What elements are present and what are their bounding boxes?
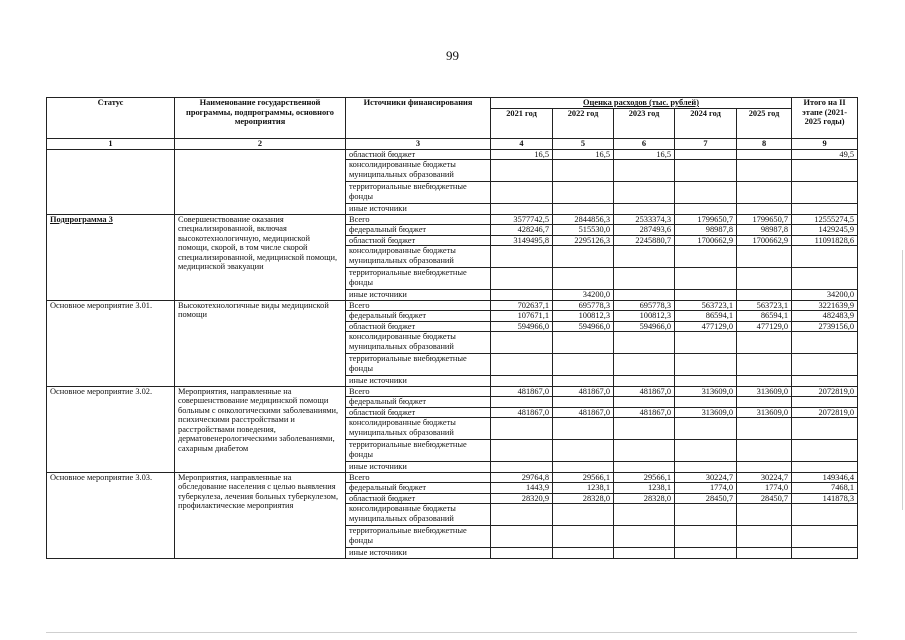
year-value [675,268,737,290]
column-number: 4 [491,138,553,149]
year-value: 16,5 [553,149,614,160]
year-value [491,440,553,462]
total-value [792,204,858,215]
total-value: 149346,4 [792,472,858,483]
funding-source: территориальные внебюджетные фонды [346,268,491,290]
column-number: 5 [553,138,614,149]
year-value: 3149495,8 [491,235,553,246]
total-value: 1429245,9 [792,225,858,236]
row-name: Мероприятия, направленные на обследование населения с целью выявления туберкулеза, лечения больных туберкулезом, профилактические мероприятия [175,472,346,558]
column-number: 6 [614,138,675,149]
table-row [47,386,858,397]
header-status: Статус [47,98,175,139]
row-status [47,149,175,214]
year-value: 594966,0 [614,321,675,332]
year-value: 98987,8 [675,225,737,236]
year-value [737,332,792,354]
funding-source: иные источники [346,376,491,387]
total-value: 2072819,0 [792,386,858,397]
total-value [792,526,858,548]
year-value [675,440,737,462]
year-value [553,246,614,268]
year-value: 695778,3 [553,300,614,311]
year-value [737,376,792,387]
header-year-2022: 2022 год [553,108,614,138]
total-value: 3221639,9 [792,300,858,311]
header-year-2023: 2023 год [614,108,675,138]
year-value: 2844856,3 [553,214,614,225]
total-value [792,504,858,526]
page-number: 99 [446,48,459,63]
year-value [491,204,553,215]
year-value [614,246,675,268]
funding-source: консолидированные бюджеты муниципальных образований [346,332,491,354]
year-value [737,246,792,268]
year-value: 563723,1 [737,300,792,311]
year-value: 34200,0 [553,290,614,301]
year-value: 1238,1 [553,483,614,494]
year-value [675,397,737,408]
total-value: 34200,0 [792,290,858,301]
year-value [614,268,675,290]
year-value: 28450,7 [675,493,737,504]
row-status: Подпрограмма 3 [47,214,175,300]
year-value [675,504,737,526]
year-value: 107671,1 [491,311,553,322]
year-value [491,504,553,526]
year-value [614,376,675,387]
year-value [491,290,553,301]
year-value [553,204,614,215]
year-value: 313609,0 [675,386,737,397]
row-name [175,149,346,214]
year-value: 287493,6 [614,225,675,236]
year-value: 1799650,7 [675,214,737,225]
year-value [737,440,792,462]
year-value: 594966,0 [553,321,614,332]
year-value: 313609,0 [737,407,792,418]
year-value: 1238,1 [614,483,675,494]
table-row [47,214,858,225]
year-value [491,548,553,559]
year-value: 16,5 [614,149,675,160]
year-value [675,376,737,387]
header-total: Итого на II этапе (2021-2025 годы) [792,98,858,139]
year-value [614,182,675,204]
year-value [737,149,792,160]
year-value [675,418,737,440]
funding-source: федеральный бюджет [346,483,491,494]
year-value [553,462,614,473]
funding-source: областной бюджет [346,493,491,504]
total-value [792,462,858,473]
year-value: 28328,0 [614,493,675,504]
year-value [614,418,675,440]
year-value [614,462,675,473]
funding-source: консолидированные бюджеты муниципальных образований [346,160,491,182]
year-value [737,418,792,440]
year-value: 477129,0 [737,321,792,332]
year-value [553,268,614,290]
year-value [614,397,675,408]
total-value [792,548,858,559]
total-value: 12555274,5 [792,214,858,225]
total-value [792,182,858,204]
year-value: 1700662,9 [737,235,792,246]
year-value [675,160,737,182]
year-value [675,354,737,376]
row-status: Основное мероприятие 3.01. [47,300,175,386]
year-value: 313609,0 [675,407,737,418]
year-value: 481867,0 [614,386,675,397]
funding-source: федеральный бюджет [346,225,491,236]
funding-source: территориальные внебюджетные фонды [346,440,491,462]
year-value [737,397,792,408]
year-value [614,332,675,354]
year-value [737,548,792,559]
year-value [737,160,792,182]
year-value [675,332,737,354]
column-number: 3 [346,138,491,149]
year-value [614,204,675,215]
total-value: 482483,9 [792,311,858,322]
row-status: Основное мероприятие 3.03. [47,472,175,558]
funding-source: областной бюджет [346,149,491,160]
header-year-2024: 2024 год [675,108,737,138]
year-value [737,204,792,215]
year-value [675,462,737,473]
funding-source: федеральный бюджет [346,311,491,322]
funding-source: Всего [346,214,491,225]
total-value [792,246,858,268]
column-number: 7 [675,138,737,149]
year-value [491,462,553,473]
year-value: 481867,0 [614,407,675,418]
column-number-row [47,138,858,149]
total-value: 49,5 [792,149,858,160]
year-value: 29566,1 [614,472,675,483]
year-value: 481867,0 [491,386,553,397]
year-value: 1774,0 [737,483,792,494]
column-number: 2 [175,138,346,149]
year-value: 98987,8 [737,225,792,236]
year-value: 3577742,5 [491,214,553,225]
year-value: 100812,3 [614,311,675,322]
year-value [553,376,614,387]
year-value [491,376,553,387]
total-value [792,397,858,408]
year-value: 1700662,9 [675,235,737,246]
year-value: 428246,7 [491,225,553,236]
year-value [614,290,675,301]
total-value [792,332,858,354]
year-value [553,526,614,548]
funding-source: территориальные внебюджетные фонды [346,526,491,548]
year-value: 702637,1 [491,300,553,311]
year-value [491,354,553,376]
scan-bottom-line [46,632,857,633]
year-value [737,462,792,473]
year-value [737,182,792,204]
table-body [47,149,858,558]
total-value [792,268,858,290]
total-value: 141878,3 [792,493,858,504]
year-value [491,160,553,182]
funding-source: Всего [346,300,491,311]
row-name: Мероприятия, направленные на совершенствование медицинской помощи больным с онкологическими заболеваниями, психическими расстройствами и расстройствами поведения, дерматовенерологическими заболеваниями, сахарным диабетом [175,386,346,472]
year-value: 481867,0 [553,407,614,418]
year-value: 28320,9 [491,493,553,504]
total-value [792,160,858,182]
year-value: 16,5 [491,149,553,160]
year-value [491,397,553,408]
funding-source: федеральный бюджет [346,397,491,408]
total-value: 2072819,0 [792,407,858,418]
year-value: 86594,1 [737,311,792,322]
funding-source: областной бюджет [346,235,491,246]
year-value: 30224,7 [737,472,792,483]
year-value [553,440,614,462]
year-value: 594966,0 [491,321,553,332]
year-value [675,290,737,301]
year-value: 29764,8 [491,472,553,483]
scan-edge-line [902,250,903,510]
year-value: 1443,9 [491,483,553,494]
total-value: 11091828,6 [792,235,858,246]
table-row [47,300,858,311]
year-value [737,526,792,548]
total-value [792,440,858,462]
year-value [491,418,553,440]
year-value: 1774,0 [675,483,737,494]
year-value [675,548,737,559]
column-number: 1 [47,138,175,149]
funding-source: областной бюджет [346,321,491,332]
year-value [614,440,675,462]
year-value: 563723,1 [675,300,737,311]
year-value [491,268,553,290]
year-value: 1799650,7 [737,214,792,225]
year-value: 481867,0 [491,407,553,418]
year-value [614,504,675,526]
row-name: Высокотехнологичные виды медицинской помощи [175,300,346,386]
year-value [553,332,614,354]
year-value [553,354,614,376]
year-value [491,332,553,354]
year-value: 515530,0 [553,225,614,236]
year-value: 477129,0 [675,321,737,332]
header-name: Наименование государственной программы, подпрограммы, основного мероприятия [175,98,346,139]
year-value [491,182,553,204]
year-value: 86594,1 [675,311,737,322]
year-value [675,526,737,548]
year-value [553,418,614,440]
funding-source: Всего [346,386,491,397]
total-value [792,354,858,376]
year-value: 28328,0 [553,493,614,504]
total-value: 7468,1 [792,483,858,494]
year-value: 481867,0 [553,386,614,397]
funding-source: областной бюджет [346,407,491,418]
year-value [491,246,553,268]
year-value [553,182,614,204]
year-value [614,548,675,559]
year-value: 2245880,7 [614,235,675,246]
funding-source: территориальные внебюджетные фонды [346,182,491,204]
funding-source: консолидированные бюджеты муниципальных образований [346,418,491,440]
column-number: 9 [792,138,858,149]
year-value: 30224,7 [675,472,737,483]
year-value [553,504,614,526]
year-value [737,354,792,376]
funding-source: иные источники [346,204,491,215]
total-value [792,376,858,387]
year-value [553,160,614,182]
year-value [675,182,737,204]
header-estimate: Оценка расходов (тыс. рублей) [491,98,792,109]
funding-source: территориальные внебюджетные фонды [346,354,491,376]
funding-source: Всего [346,472,491,483]
year-value: 2533374,3 [614,214,675,225]
year-value [675,246,737,268]
year-value [675,204,737,215]
funding-source: консолидированные бюджеты муниципальных образований [346,246,491,268]
year-value [614,526,675,548]
funding-source: иные источники [346,462,491,473]
row-name: Совершенствование оказания специализированной, включая высокотехнологичную, медицинской помощи, скорой, в том числе скорой специализированной, медицинской помощи, медицинской эвакуации [175,214,346,300]
year-value [553,397,614,408]
header-source: Источники финансирования [346,98,491,139]
total-value [792,418,858,440]
table-row [47,472,858,483]
year-value [553,548,614,559]
year-value: 695778,3 [614,300,675,311]
year-value [737,290,792,301]
funding-source: консолидированные бюджеты муниципальных образований [346,504,491,526]
year-value [737,268,792,290]
total-value: 2739156,0 [792,321,858,332]
row-status: Основное мероприятие 3.02. [47,386,175,472]
header-year-2021: 2021 год [491,108,553,138]
year-value [614,160,675,182]
year-value [675,149,737,160]
year-value: 313609,0 [737,386,792,397]
funding-source: иные источники [346,548,491,559]
year-value: 2295126,3 [553,235,614,246]
header-year-2025: 2025 год [737,108,792,138]
year-value [491,526,553,548]
year-value: 29566,1 [553,472,614,483]
column-number: 8 [737,138,792,149]
year-value [737,504,792,526]
year-value [614,354,675,376]
funding-source: иные источники [346,290,491,301]
table-row [47,149,858,160]
year-value: 28450,7 [737,493,792,504]
budget-table [46,97,858,559]
year-value: 100812,3 [553,311,614,322]
